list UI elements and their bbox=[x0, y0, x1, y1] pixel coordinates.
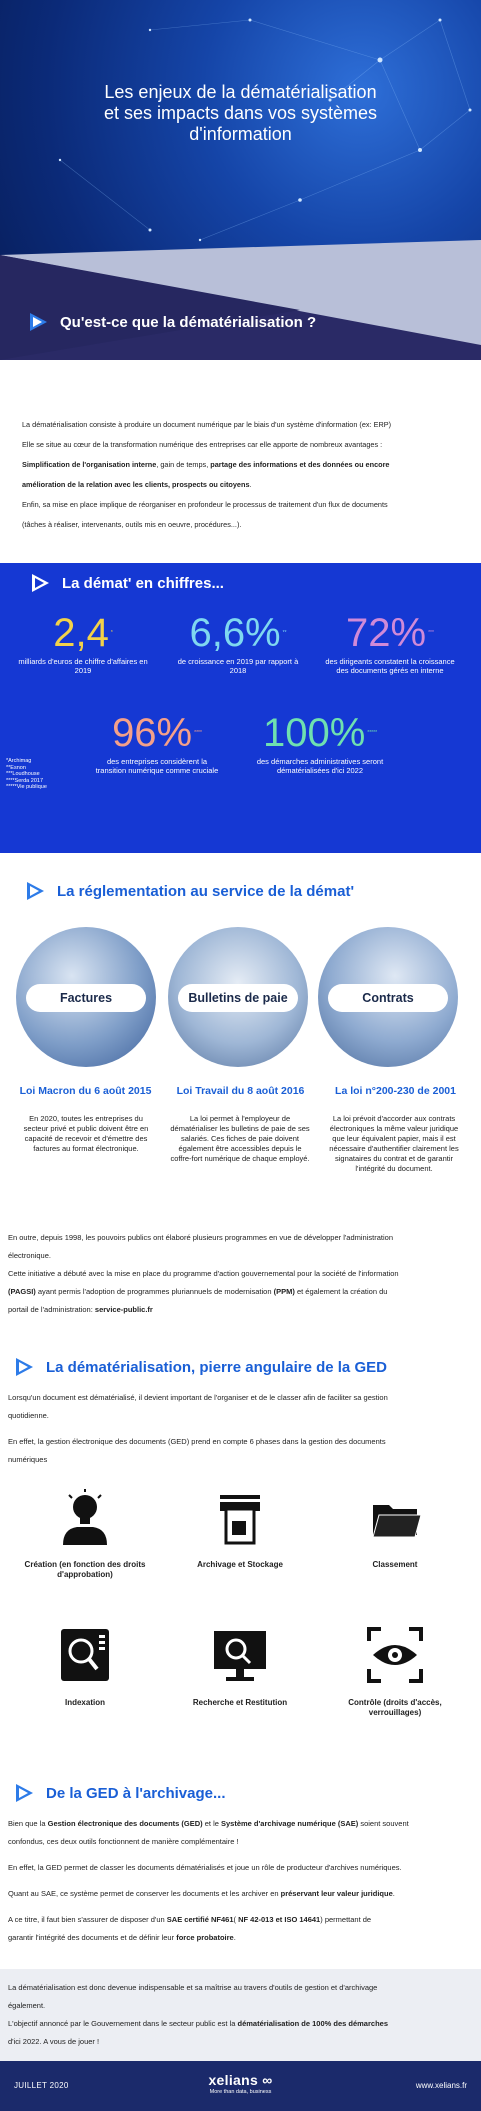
phase-item bbox=[170, 1487, 310, 1570]
paragraph bbox=[22, 455, 459, 475]
stat-label: milliards d'euros de chiffre d'affaires en 2019 bbox=[18, 657, 148, 675]
card-pill: Bulletins de paie bbox=[178, 984, 298, 1012]
text: . bbox=[233, 1933, 236, 1942]
text: quotidienne. bbox=[8, 1411, 49, 1420]
paragraph bbox=[8, 1389, 473, 1425]
contract-photo-circle bbox=[318, 927, 458, 1067]
bold-text: Gestion électronique des documents (GED) bbox=[47, 1819, 203, 1828]
footnote: *****Vie publique bbox=[6, 784, 47, 790]
play-arrow-icon bbox=[28, 312, 48, 332]
hero-title-line: Les enjeux de la dématérialisation bbox=[104, 82, 377, 102]
stat-value bbox=[173, 611, 303, 655]
bold-text: (PPM) bbox=[273, 1287, 295, 1296]
stats-footnotes bbox=[6, 758, 47, 791]
section-title: La démat' en chiffres... bbox=[62, 574, 224, 592]
archiving-section bbox=[0, 1783, 481, 1969]
text: numériques bbox=[8, 1455, 48, 1464]
bold-text: NF 42-013 et ISO 14641 bbox=[238, 1915, 321, 1924]
stat-label: des entreprises considèrent la transition numérique comme cruciale bbox=[95, 757, 219, 775]
hero-diagonal-band bbox=[0, 215, 481, 360]
printer-icon bbox=[210, 1487, 270, 1547]
phase-item bbox=[15, 1487, 155, 1580]
paragraph: d'ici 2022. A vous de jouer ! bbox=[8, 2037, 100, 2046]
play-arrow-icon bbox=[30, 573, 50, 593]
text: portail de l'administration: bbox=[8, 1305, 95, 1314]
magnifier-document-icon bbox=[55, 1625, 115, 1685]
law-description: En 2020, toutes les entreprises du secteur privé et public doivent être en capacité de recevoir et d'émettre des factures au format électronique. bbox=[23, 1114, 149, 1153]
stat-footnote-mark: ***** bbox=[367, 730, 378, 736]
footnote: *Archimag bbox=[6, 758, 32, 764]
intro-text bbox=[0, 360, 481, 563]
bold-text: SAE certifié NF461 bbox=[166, 1915, 234, 1924]
stat-footnote-mark: ** bbox=[282, 630, 287, 636]
law-description: La loi prévoit d'accorder aux contrats électroniques la même valeur juridique que leur équivalent papier, mais il est nécessaire d'authentifier clairement les signataires du contrat et de garantir l'intégrité du document. bbox=[329, 1114, 459, 1173]
law-title: Loi Macron du 6 août 2015 bbox=[19, 1085, 152, 1097]
footnote: ****Serda 2017 bbox=[6, 777, 44, 784]
stat-value bbox=[18, 611, 148, 655]
bold-text: préservant leur valeur juridique bbox=[280, 1889, 393, 1898]
paragraph bbox=[8, 2015, 473, 2033]
paragraph bbox=[8, 1885, 473, 1903]
bold-text: Simplification de l'organisation interne bbox=[22, 460, 157, 469]
lightbulb-icon bbox=[55, 1487, 115, 1547]
ged-phases bbox=[0, 1477, 481, 1777]
law-title: La loi n°200-230 de 2001 bbox=[335, 1085, 456, 1097]
play-arrow-icon bbox=[14, 1783, 34, 1803]
phase-item bbox=[15, 1625, 155, 1708]
play-arrow-icon bbox=[25, 881, 45, 901]
text: Lorsqu'un document est dématérialisé, il devient important de l'organiser et de le classer afin de faciliter sa gestion bbox=[8, 1393, 388, 1402]
phase-item bbox=[170, 1625, 310, 1708]
paragraph: électronique. bbox=[8, 1251, 51, 1260]
bold-text: (PAGSI) bbox=[8, 1287, 36, 1296]
paragraph bbox=[8, 1433, 473, 1469]
section-title: La dématérialisation, pierre angulaire de la GED bbox=[46, 1358, 387, 1376]
bold-text: force probatoire bbox=[176, 1933, 234, 1942]
stats-heading bbox=[30, 573, 224, 593]
stat-label: des dirigeants constatent la croissance des documents gérés en interne bbox=[325, 657, 455, 675]
paragraph: (tâches à réaliser, intervenants, outils mis en oeuvre, procédures...). bbox=[22, 520, 242, 529]
archiving-body bbox=[0, 1803, 481, 1969]
stat-number: 6,6% bbox=[189, 611, 281, 655]
footer bbox=[0, 2061, 481, 2111]
text: En effet, la gestion électronique des documents (GED) prend en compte 6 phases dans la gestion des documents bbox=[8, 1437, 386, 1446]
website-link[interactable]: www.xelians.fr bbox=[415, 2081, 467, 2090]
ged-heading bbox=[14, 1357, 481, 1377]
text: et également la création du bbox=[294, 1287, 388, 1296]
stat-footnote-mark: * bbox=[110, 630, 113, 636]
stat-item bbox=[255, 711, 385, 775]
text: confondus, ces deux outils fonctionnent de manière complémentaire ! bbox=[8, 1837, 239, 1846]
paragraph: En effet, la GED permet de classer les documents dématérialisés et joue un rôle de producteur d'archives numériques. bbox=[8, 1863, 402, 1872]
stat-number: 2,4 bbox=[53, 611, 109, 655]
paragraph: également. bbox=[8, 2001, 46, 2010]
text: . bbox=[392, 1889, 395, 1898]
paragraph: La dématérialisation consiste à produire un document numérique par le biais d'un système d'information (ex: ERP) bbox=[22, 420, 392, 429]
what-heading bbox=[28, 312, 316, 332]
stat-number: 96% bbox=[112, 711, 193, 755]
stats-section bbox=[0, 563, 481, 853]
paragraph: Elle se situe au cœur de la transformation numérique des entreprises car elle apporte de nombreux avantages : bbox=[22, 440, 383, 449]
regulation-section bbox=[0, 853, 481, 1337]
paragraph bbox=[22, 475, 459, 495]
phase-label: Archivage et Stockage bbox=[197, 1560, 283, 1569]
text: soient souvent bbox=[358, 1819, 409, 1828]
hero-title bbox=[40, 82, 441, 145]
bold-text: amélioration de la relation avec les clients, prospects ou citoyens bbox=[22, 480, 250, 489]
infinity-logo-icon: ∞ bbox=[262, 2072, 273, 2088]
text: , gain de temps, bbox=[156, 460, 211, 469]
xelians-logo bbox=[208, 2072, 272, 2095]
folder-icon bbox=[365, 1487, 425, 1547]
stat-item bbox=[325, 611, 455, 675]
stat-item bbox=[18, 611, 148, 675]
bold-text: service-public.fr bbox=[94, 1305, 153, 1314]
hero-banner bbox=[0, 0, 481, 360]
stat-label: des démarches administratives seront dématérialisées d'ici 2022 bbox=[256, 757, 384, 775]
text: Bien que la bbox=[8, 1819, 48, 1828]
footer-date: JUILLET 2020 bbox=[14, 2081, 69, 2090]
phase-item bbox=[325, 1625, 465, 1718]
stat-value bbox=[92, 711, 222, 755]
text: et le bbox=[202, 1819, 221, 1828]
text: . bbox=[249, 480, 252, 489]
paragraph bbox=[8, 1815, 473, 1851]
phase-label: Indexation bbox=[64, 1698, 105, 1707]
brand-tagline: More than data, business bbox=[209, 2089, 272, 2095]
stat-number: 72% bbox=[346, 611, 427, 655]
ged-intro bbox=[0, 1377, 481, 1469]
footnote: **Esnon bbox=[6, 764, 26, 771]
bold-text: partage des informations et des données ou encore bbox=[210, 460, 390, 469]
paragraph: En outre, depuis 1998, les pouvoirs publics ont élaboré plusieurs programmes en vue de développer l'administration bbox=[8, 1233, 393, 1242]
text: ( bbox=[233, 1915, 239, 1924]
regulation-heading bbox=[25, 881, 481, 901]
phase-item bbox=[325, 1487, 465, 1570]
stat-label: de croissance en 2019 par rapport à 2018 bbox=[177, 657, 299, 675]
card-pill: Contrats bbox=[328, 984, 448, 1012]
bold-text: dématérialisation de 100% des démarches bbox=[237, 2019, 388, 2028]
paragraph: La dématérialisation est donc devenue indispensable et sa maîtrise au travers d'outils de gestion et d'archivage bbox=[8, 1983, 378, 1992]
paragraph bbox=[8, 1911, 473, 1947]
section-title: Qu'est-ce que la dématérialisation ? bbox=[60, 313, 317, 331]
footnote: ***Loudhouse bbox=[6, 771, 40, 777]
archiving-heading bbox=[14, 1783, 481, 1803]
hero-title-line: et ses impacts dans vos systèmes bbox=[103, 103, 378, 123]
bold-text: Système d'archivage numérique (SAE) bbox=[221, 1819, 359, 1828]
text: ayant permis l'adoption de programmes pluriannuels de modernisation bbox=[35, 1287, 274, 1296]
paragraph: Cette initiative a débuté avec la mise en place du programme d'action gouvernemental pour la société de l'information bbox=[8, 1269, 399, 1278]
phase-label: Recherche et Restitution bbox=[192, 1698, 288, 1707]
stat-footnote-mark: *** bbox=[428, 630, 434, 636]
play-arrow-icon bbox=[14, 1357, 34, 1377]
law-title: Loi Travail du 8 août 2016 bbox=[176, 1085, 305, 1097]
law-cards bbox=[0, 919, 481, 1173]
card-pill: Factures bbox=[26, 984, 146, 1012]
phase-label: Classement bbox=[372, 1560, 418, 1569]
text: L'objectif annoncé par le Gouvernement dans le secteur public est la bbox=[8, 2019, 238, 2028]
invoice-photo-circle bbox=[16, 927, 156, 1067]
stat-footnote-mark: **** bbox=[194, 730, 202, 736]
paragraph bbox=[8, 1283, 473, 1301]
phase-label: Contrôle (droits d'accès, verrouillages) bbox=[348, 1698, 442, 1717]
conclusion-box bbox=[0, 1969, 481, 2061]
stat-value bbox=[255, 711, 385, 755]
monitor-search-icon bbox=[210, 1625, 270, 1685]
regulation-body bbox=[0, 1149, 481, 1337]
paragraph: Enfin, sa mise en place implique de réorganiser en profondeur le processus de traitement d'un flux de documents bbox=[22, 500, 388, 509]
eye-scan-icon bbox=[365, 1625, 425, 1685]
section-title: La réglementation au service de la démat' bbox=[57, 882, 355, 900]
stat-value bbox=[325, 611, 455, 655]
text: ) permettant de bbox=[320, 1915, 372, 1924]
stat-number: 100% bbox=[262, 711, 366, 755]
stat-item bbox=[92, 711, 222, 775]
law-description: La loi permet à l'employeur de dématérialiser les bulletins de paie de ses salariés. Ces fiches de paie doivent également être accessibles depuis le coffre-fort numérique de chaque employé. bbox=[170, 1114, 310, 1163]
text: garantir l'intégrité des documents et de définir leur bbox=[8, 1933, 177, 1942]
brand-text: xelians bbox=[208, 2072, 259, 2088]
hero-title-line: d'information bbox=[189, 124, 292, 144]
stat-item bbox=[173, 611, 303, 675]
paragraph bbox=[8, 1301, 473, 1319]
brand-name bbox=[208, 2072, 272, 2088]
payslip-photo-circle bbox=[168, 927, 308, 1067]
section-title: De la GED à l'archivage... bbox=[46, 1784, 226, 1802]
ged-section bbox=[0, 1357, 481, 1777]
phase-label: Création (en fonction des droits d'approbation) bbox=[24, 1560, 146, 1579]
text: A ce titre, il faut bien s'assurer de disposer d'un bbox=[8, 1915, 167, 1924]
text: Quant au SAE, ce système permet de conserver les documents et les archiver en bbox=[8, 1889, 281, 1898]
